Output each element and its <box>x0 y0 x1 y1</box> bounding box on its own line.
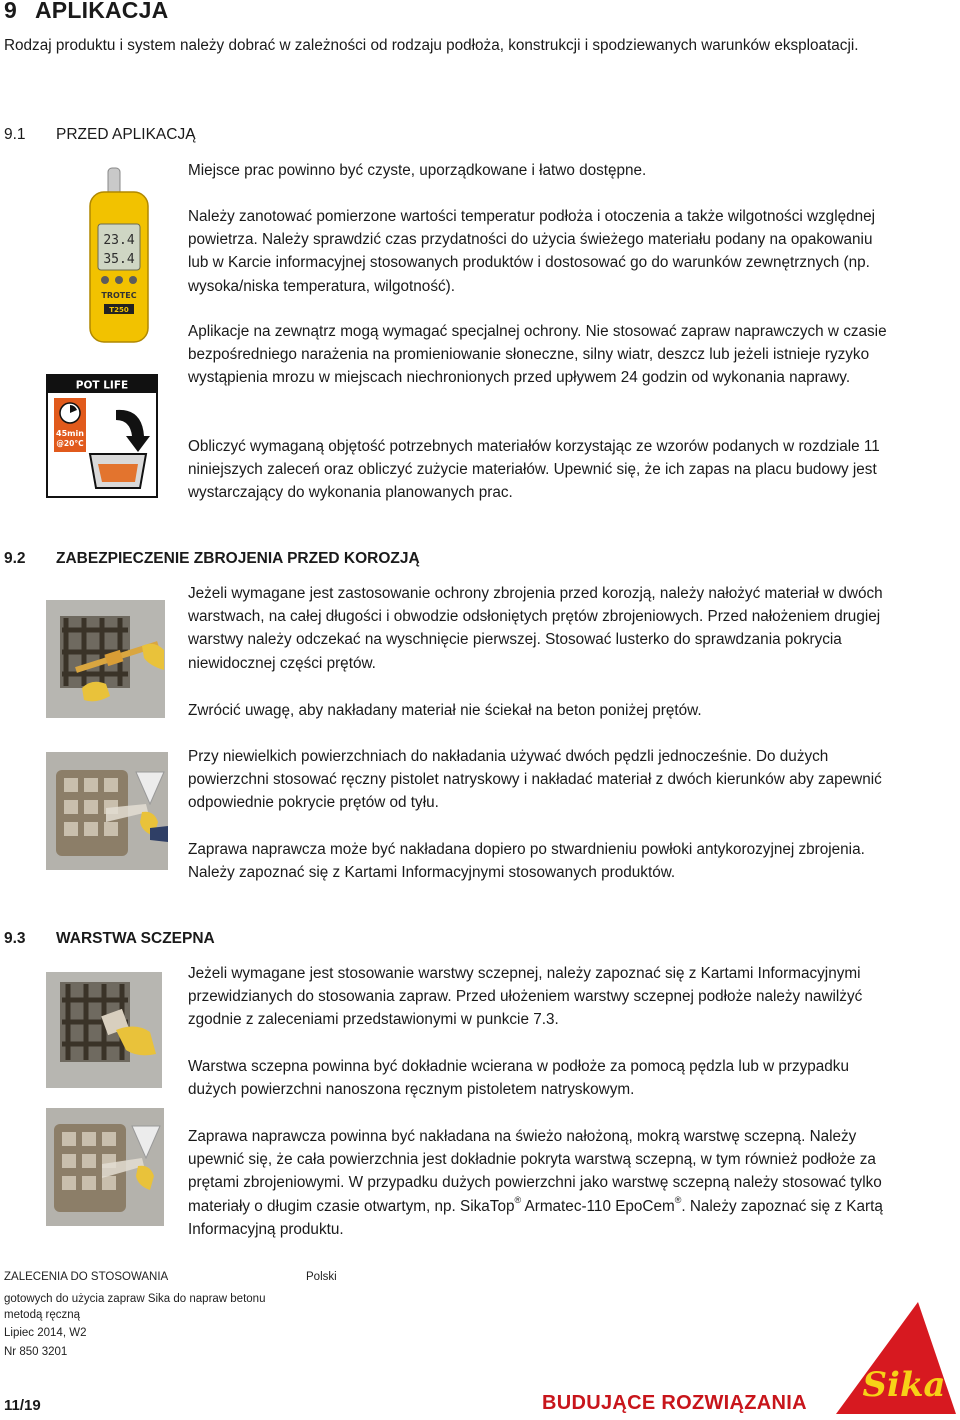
paragraph-9-3-3 <box>188 1125 888 1241</box>
section-title: APLIKACJA <box>35 0 169 23</box>
paragraph-9-2-2: Zwrócić uwagę, aby nakładany materiał nie ściekał na beton poniżej prętów. <box>188 702 702 719</box>
bonding-spray-photo <box>46 1108 164 1226</box>
section-number: 9 <box>4 0 17 23</box>
subsection-title: ZABEZPIECZENIE ZBROJENIA PRZED KOROZJĄ <box>56 550 420 567</box>
hygrometer-reading-2: 35.4 <box>103 252 135 267</box>
pot-life-label: POT LIFE <box>75 379 129 392</box>
paragraph-9-1-4: Obliczyć wymaganą objętość potrzebnych materiałów korzystając ze wzorów podanych w rozdziale 11 niniejszych zaleceń oraz obliczyć zużycie materiałów. Upewnić się, że ich zapas na placu budowy jest wystarczający do wykonania planowanych prac. <box>188 438 880 502</box>
footer-doc-number: Nr 850 3201 <box>4 1346 68 1358</box>
subsection-heading-9-1 <box>4 126 196 144</box>
pot-life-temp: @20°C <box>56 439 84 448</box>
subsection-heading-9-3 <box>4 930 215 948</box>
subsection-number: 9.1 <box>4 126 26 143</box>
footer-doc-title: gotowych do użycia zapraw Sika do napraw betonu metodą ręczną <box>4 1293 266 1321</box>
sika-logo-text: Sika <box>862 1365 946 1405</box>
subsection-title: WARSTWA SCZEPNA <box>56 930 215 947</box>
subsection-number: 9.2 <box>4 550 26 567</box>
paragraph-9-2-3: Przy niewielkich powierzchniach do nakładania używać dwóch pędzli jednocześnie. Do dużych powierzchni stosować ręczny pistolet natryskowy i nakładać materiał z dwóch kierunków aby zapewnić odpowiednie pokrycie prętów od tyłu. <box>188 748 882 812</box>
rebar-brush-photo <box>46 600 165 718</box>
bonding-brush-icon <box>46 972 162 1088</box>
footer-doc-type: ZALECENIA DO STOSOWANIA <box>4 1271 169 1283</box>
registered-mark: ® <box>674 1194 682 1205</box>
paragraph-9-2-4: Zaprawa naprawcza może być nakładana dopiero po stwardnieniu powłoki antykorozyjnej zbrojenia. Należy zapoznać się z Kartami Informacyjnymi stosowanych produktów. <box>188 841 865 882</box>
paragraph-9-2-1: Jeżeli wymagane jest zastosowanie ochrony zbrojenia przed korozją, należy nałożyć materiał w dwóch warstwach, na całej długości i obwodzie odsłoniętych prętów zbrojeniowych. Przed nałożeniem drugiej warstwy należy odczekać na wyschnięcie pierwszej. Stosować lusterko do sprawdzania pokrycia niewidocznej części prętów. <box>188 585 883 672</box>
paragraph-9-3-3-part-b: Armatec-110 EpoCem <box>524 1197 675 1215</box>
hygrometer-reading-1: 23.4 <box>103 233 135 248</box>
rebar-spray-icon <box>46 752 168 870</box>
footer-date: Lipiec 2014, W2 <box>4 1327 87 1339</box>
footer-language: Polski <box>306 1271 337 1283</box>
pot-life-pictogram <box>46 374 158 498</box>
rebar-brush-icon <box>46 600 165 718</box>
hygrometer-image <box>80 166 158 346</box>
subsection-title: PRZED APLIKACJĄ <box>56 126 196 143</box>
intro-paragraph: Rodzaj produktu i system należy dobrać w zależności od rodzaju podłoża, konstrukcji i spodziewanych warunków eksploatacji. <box>4 37 859 54</box>
paragraph-9-3-3-part-a: Zaprawa naprawcza powinna być nakładana na świeżo nałożoną, mokrą warstwę sczepną. Należy upewnić się, że cała powierzchnia jest dokładnie pokryta warstwą sczepną, w tym również podłoże za prętami zbrojeniowymi. W przypadku dużych powierzchni jako warstwę sczepną należy stosować tylko materiały o długim czasie otwartym, np. SikaTop <box>188 1128 882 1215</box>
rebar-spray-photo <box>46 752 168 870</box>
subsection-heading-9-2 <box>4 550 420 568</box>
paragraph-9-3-1: Jeżeli wymagane jest stosowanie warstwy sczepnej, należy zapoznać się z Kartami Informacyjnymi przewidzianych do stosowania zapraw. Przed ułożeniem warstwy sczepnej podłoże należy nawilżyć zgodnie z zaleceniami przedstawionymi w punkcie 7.3. <box>188 965 863 1029</box>
bonding-spray-icon <box>46 1108 164 1226</box>
footer-slogan: BUDUJĄCE ROZWIĄZANIA <box>542 1392 807 1414</box>
subsection-number: 9.3 <box>4 930 26 947</box>
section-heading <box>4 0 168 24</box>
page-number: 11/19 <box>4 1397 41 1414</box>
paragraph-9-1-1: Miejsce prac powinno być czyste, uporządkowane i łatwo dostępne. <box>188 162 647 179</box>
paragraph-9-3-3-part-c: . Należy zapoznać się z Kartą Informacyjną produktu. <box>188 1197 883 1238</box>
paragraph-9-3-2: Warstwa sczepna powinna być dokładnie wcierana w podłoże za pomocą pędzla lub w przypadku dużych powierzchni nanoszona ręcznym pistoletem natryskowym. <box>188 1058 849 1099</box>
paragraph-9-1-3: Aplikacje na zewnątrz mogą wymagać specjalnej ochrony. Nie stosować zapraw naprawczych w czasie bezpośredniego narażenia na promieniowanie słoneczne, silny wiatr, deszcz lub jeżeli istnieje ryzyko wystąpienia mrozu w miejscach niechronionych przed upływem 24 godzin od wykonania naprawy. <box>188 323 887 387</box>
pot-life-icon <box>46 374 158 498</box>
bonding-brush-photo <box>46 972 162 1088</box>
hygrometer-brand: TROTEC <box>101 291 137 300</box>
registered-mark: ® <box>514 1194 522 1205</box>
sika-logo-icon <box>832 1300 960 1418</box>
hygrometer-icon <box>80 166 158 346</box>
sika-logo <box>832 1300 960 1418</box>
paragraph-9-1-2: Należy zanotować pomierzone wartości temperatur podłoża i otoczenia a także wilgotności względnej powietrza. Należy sprawdzić czas przydatności do użycia świeżego materiału podany na opakowaniu lub w Karcie informacyjnej stosowanych produktów i dostosować go do warunków zewnętrznych (np. wysoka/niska temperatura, wilgotność). <box>188 208 876 295</box>
pot-life-time: 45min <box>56 429 84 438</box>
hygrometer-model: T250 <box>109 306 129 314</box>
